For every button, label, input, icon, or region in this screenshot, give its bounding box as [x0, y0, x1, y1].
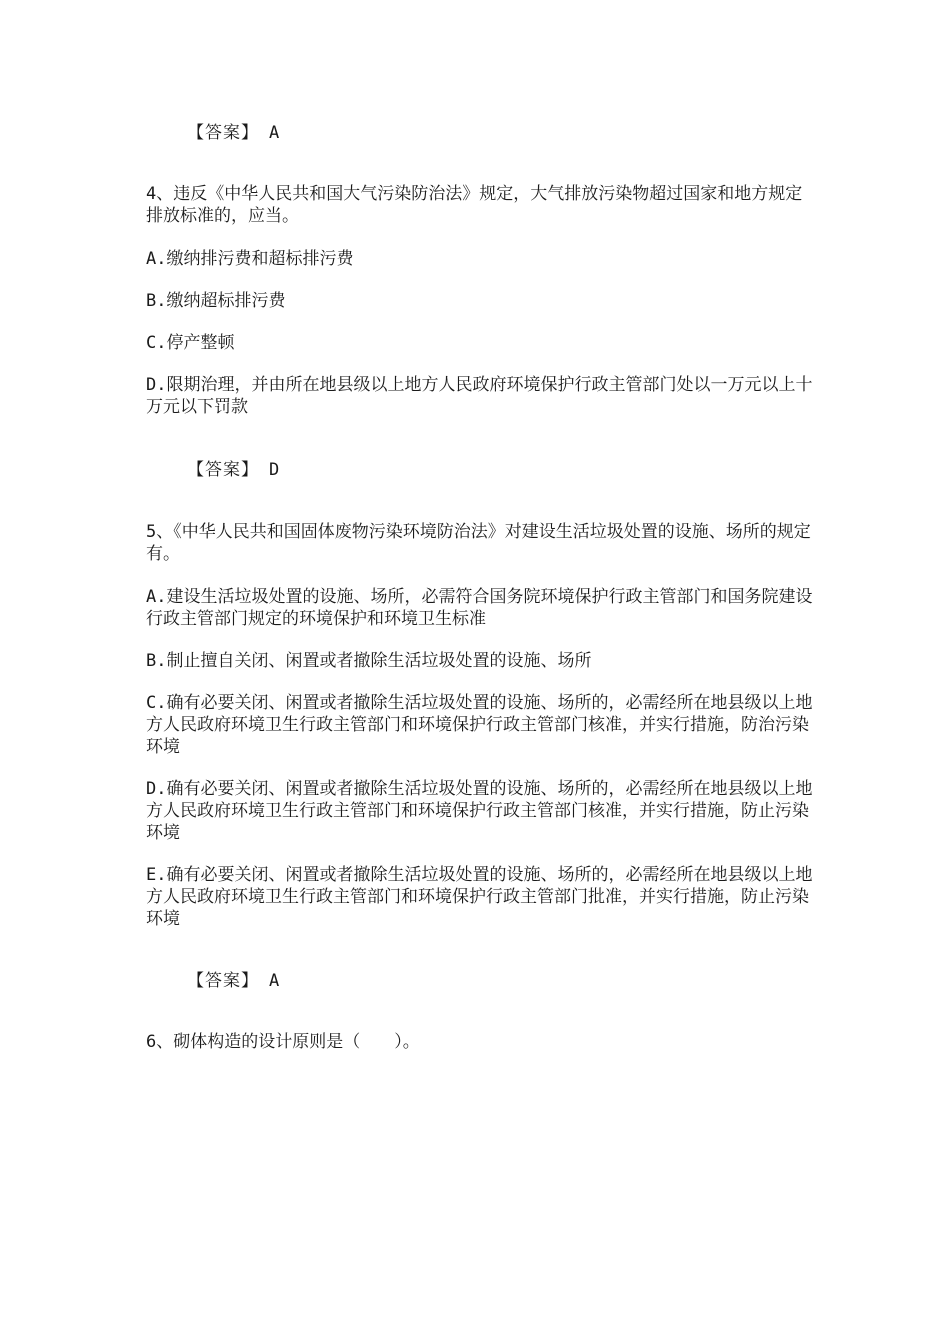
question-5-option-e: E.确有必要关闭、闲置或者撤除生活垃圾处置的设施、场所的，必需经所在地县级以上地方人民政府环境卫生行政主管部门和环境保护行政主管部门批准，并实行措施，防止污染环境 — [146, 865, 813, 929]
answer-value: A — [268, 971, 280, 991]
question-4-option-a: A.缴纳排污费和超标排污费 — [146, 249, 354, 269]
question-5-stem: 5、《中华人民共和国固体废物污染环境防治法》对建设生活垃圾处置的设施、场所的规定有。 — [146, 522, 811, 564]
answer-value: D — [268, 460, 280, 480]
question-5-option-a: A.建设生活垃圾处置的设施、场所，必需符合国务院环境保护行政主管部门和国务院建设行政主管部门规定的环境保护和环境卫生标准 — [146, 587, 813, 629]
answer-line-prev — [146, 100, 816, 166]
answer-label: 【答案】 — [186, 460, 259, 480]
question-5-option-d: D.确有必要关闭、闲置或者撤除生活垃圾处置的设施、场所的，必需经所在地县级以上地方人民政府环境卫生行政主管部门和环境保护行政主管部门核准，并实行措施，防止污染环境 — [146, 779, 813, 843]
question-4-option-c: C.停产整顿 — [146, 333, 235, 353]
answer-label: 【答案】 — [186, 971, 259, 991]
answer-value: A — [268, 123, 280, 143]
question-6-stem: 6、砌体构造的设计原则是（ ）。 — [146, 1032, 420, 1052]
answer-label: 【答案】 — [186, 123, 259, 143]
answer-line-q4 — [146, 437, 816, 503]
answer-line-q5 — [146, 948, 816, 1014]
question-4-option-b: B.缴纳超标排污费 — [146, 291, 286, 311]
question-4-option-d: D.限期治理，并由所在地县级以上地方人民政府环境保护行政主管部门处以一万元以上十万元以下罚款 — [146, 375, 813, 417]
question-5-option-c: C.确有必要关闭、闲置或者撤除生活垃圾处置的设施、场所的，必需经所在地县级以上地方人民政府环境卫生行政主管部门和环境保护行政主管部门核准，并实行措施，防治污染环境 — [146, 693, 813, 757]
question-4-stem: 4、违反《中华人民共和国大气污染防治法》规定，大气排放污染物超过国家和地方规定排放标准的，应当。 — [146, 184, 803, 226]
question-5-option-b: B.制止擅自关闭、闲置或者撤除生活垃圾处置的设施、场所 — [146, 651, 592, 671]
